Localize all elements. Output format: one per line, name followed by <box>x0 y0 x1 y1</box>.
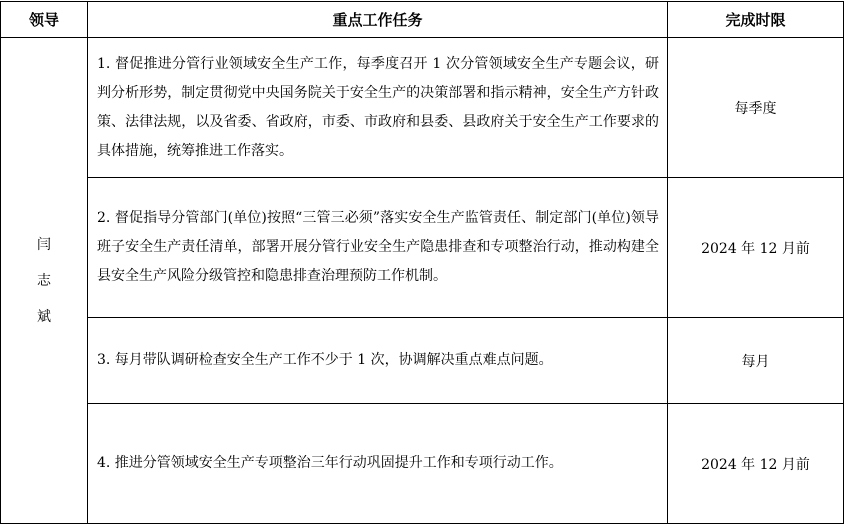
task-cell: 1. 督促推进分管行业领域安全生产工作，每季度召开 1 次分管领域安全生产专题会议，研判分析形势，制定贯彻党中央国务院关于安全生产的决策部署和指示精神，安全生产方针政策、法律法规，以及省委、省政府，市委、市政府和县委、县政府关于安全生产工作要求的具体措施，统筹推进工作落实。 <box>88 38 668 178</box>
table-row <box>1 38 844 178</box>
header-leader: 领导 <box>1 2 88 38</box>
table-row <box>1 404 844 524</box>
deadline-cell: 2024 年 12 月前 <box>668 404 844 524</box>
header-deadline: 完成时限 <box>668 2 844 38</box>
deadline-cell: 每月 <box>668 318 844 404</box>
deadline-cell: 2024 年 12 月前 <box>668 178 844 318</box>
responsibility-table <box>0 1 844 524</box>
table-header-row <box>1 2 844 38</box>
leader-name-char: 斌 <box>37 308 51 325</box>
task-cell: 3. 每月带队调研检查安全生产工作不少于 1 次，协调解决重点难点问题。 <box>88 318 668 404</box>
leader-name-char: 志 <box>37 272 51 289</box>
deadline-cell: 每季度 <box>668 38 844 178</box>
leader-name-cell <box>1 38 88 524</box>
task-cell: 2. 督促指导分管部门(单位)按照“三管三必须”落实安全生产监管责任、制定部门(单位)领导班子安全生产责任清单，部署开展分管行业安全生产隐患排查和专项整治行动，推动构建全县安全生产风险分级管控和隐患排查治理预防工作机制。 <box>88 178 668 318</box>
task-cell: 4. 推进分管领域安全生产专项整治三年行动巩固提升工作和专项行动工作。 <box>88 404 668 524</box>
leader-name-char: 闫 <box>37 236 51 253</box>
header-task: 重点工作任务 <box>88 2 668 38</box>
table-row <box>1 178 844 318</box>
table-row <box>1 318 844 404</box>
